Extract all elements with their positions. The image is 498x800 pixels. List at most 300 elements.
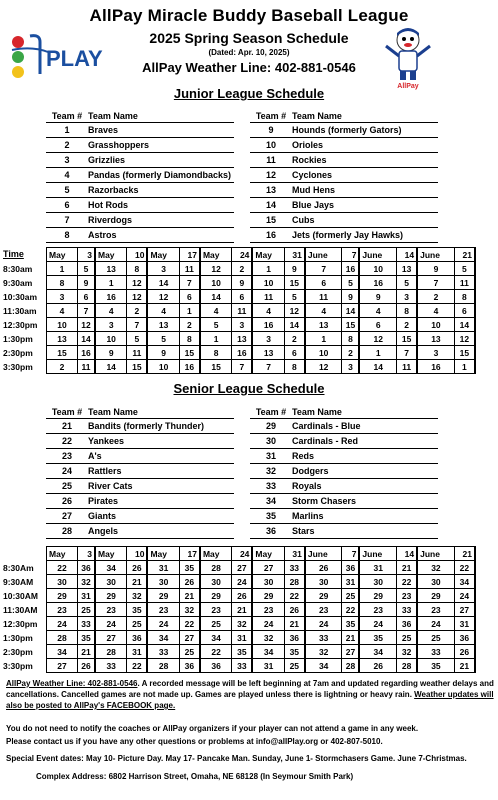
time-label: 2:30pm [3,348,33,359]
team-number-cell: 6 [179,290,200,304]
team-number-cell: 10 [95,332,127,346]
list-item: 25 River Cats [46,479,234,494]
team-number-cell: 12 [147,290,179,304]
team-number-cell: 9 [342,290,359,304]
team-number-cell: 32 [78,575,95,589]
team-number-cell: 32 [232,617,253,631]
time-label: 12:30pm [3,619,38,630]
mascot-logo [380,24,436,92]
list-item: 13 Mud Hens [250,183,438,198]
list-item: 29 Cardinals - Blue [250,419,438,434]
list-item: 12 Cyclones [250,168,438,183]
team-number-cell: 4 [147,304,179,318]
team-number-cell: 22 [200,645,232,659]
team-number-cell: 23 [252,603,284,617]
time-label: 1:30pm [3,334,33,345]
team-number-cell: 2 [397,318,418,332]
senior-schedule-table [46,546,476,673]
team-number-cell: 30 [147,575,179,589]
team-number-cell: 6 [454,304,475,318]
team-number-cell: 29 [200,589,232,603]
team-number-cell: 23 [305,603,342,617]
team-number-cell: 11 [78,360,95,374]
table-row [47,575,476,589]
notify-line-2: Please contact us if you have any other questions or problems at info@allPlay.org or 402-807-5010. [6,737,383,746]
date-day: 31 [284,248,305,262]
team-number-cell: 27 [232,561,253,575]
team-number-cell: 2 [47,360,78,374]
team-number-cell: 9 [417,262,454,276]
team-number-cell: 16 [78,346,95,360]
list-item: 30 Cardinals - Red [250,434,438,449]
date-day: 14 [397,248,418,262]
team-number-cell: 34 [454,575,475,589]
team-number-cell: 15 [454,346,475,360]
team-number-cell: 3 [417,346,454,360]
team-number-cell: 8 [47,276,78,290]
team-number-cell: 29 [417,589,454,603]
team-number-cell: 21 [284,617,305,631]
team-number-cell: 21 [342,631,359,645]
team-number-cell: 22 [47,561,78,575]
list-item: 28 Angels [46,524,234,539]
team-number-cell: 13 [397,262,418,276]
team-number-cell: 8 [397,304,418,318]
team-number-cell: 22 [127,659,148,673]
team-number-cell: 13 [47,332,78,346]
team-number-cell: 10 [252,276,284,290]
team-number-cell: 12 [78,318,95,332]
team-number-cell: 4 [200,304,232,318]
team-number-cell: 31 [147,561,179,575]
team-number-cell: 29 [47,589,78,603]
junior-team-list-right: Team # Team Name 9 Hounds (formerly Gators) 10 Orioles 11 Rockies 12 Cyclones 13 Mud Hens 14 Blue Jays 15 Cubs 16 Jets (formerly Jay Hawks) [250,108,438,243]
team-number-cell: 26 [454,645,475,659]
date-month: May [200,248,232,262]
date-month: June [417,248,454,262]
team-number-cell: 5 [127,332,148,346]
team-number-cell: 30 [252,575,284,589]
team-number-cell: 2 [417,290,454,304]
team-number-cell: 28 [284,575,305,589]
date-day: 3 [78,547,95,561]
date-day: 24 [232,248,253,262]
special-events: Special Event dates: May 10- Picture Day. May 17- Pancake Man. Sunday, June 1- Stormchasers Game. June 7-Christmas. [6,754,467,763]
time-label: 12:30pm [3,320,38,331]
team-number-cell: 26 [179,575,200,589]
list-item: 8 Astros [46,228,234,243]
team-number-cell: 36 [127,631,148,645]
table-row [47,290,476,304]
team-number-cell: 7 [179,276,200,290]
team-number-cell: 13 [252,346,284,360]
team-number-cell: 36 [284,631,305,645]
complex-address: Complex Address: 6802 Harrison Street, Omaha, NE 68128 (In Seymour Smith Park) [36,772,354,781]
team-number-cell: 33 [284,561,305,575]
team-number-cell: 3 [147,262,179,276]
team-number-cell: 3 [95,318,127,332]
team-number-cell: 6 [78,290,95,304]
team-number-cell: 4 [359,304,396,318]
team-number-cell: 23 [359,603,396,617]
team-number-cell: 15 [397,332,418,346]
team-number-cell: 11 [179,262,200,276]
list-item: 15 Cubs [250,213,438,228]
team-number-cell: 21 [397,561,418,575]
team-number-cell: 3 [232,318,253,332]
team-number-cell: 34 [95,561,127,575]
table-row [47,631,476,645]
team-number-cell: 1 [47,262,78,276]
team-number-cell: 30 [417,575,454,589]
team-number-cell: 25 [284,659,305,673]
table-row [47,276,476,290]
team-number-cell: 11 [127,346,148,360]
team-number-cell: 26 [127,561,148,575]
team-number-cell: 25 [127,617,148,631]
team-number-cell: 27 [454,603,475,617]
team-number-cell: 10 [359,262,396,276]
team-number-cell: 5 [147,332,179,346]
team-number-cell: 21 [78,645,95,659]
team-number-cell: 28 [147,659,179,673]
team-number-cell: 11 [454,276,475,290]
weather-line: AllPay Weather Line: 402-881-0546 [142,60,356,75]
team-number-cell: 25 [200,617,232,631]
team-number-cell: 1 [359,346,396,360]
team-number-cell: 35 [284,645,305,659]
junior-schedule-table [46,247,476,374]
weather-notice-label: AllPay Weather Line: 402-881-0546 [6,679,138,688]
date-day: 24 [232,547,253,561]
team-number-cell: 32 [179,603,200,617]
team-number-cell: 16 [359,276,396,290]
team-number-cell: 32 [252,631,284,645]
date-day: 21 [454,248,475,262]
time-label: 10:30AM [3,591,38,602]
table-row [47,304,476,318]
team-number-cell: 15 [179,346,200,360]
senior-team-list-left: Team # Team Name 21 Bandits (formerly Thunder) 22 Yankees 23 A's 24 Rattlers 25 River Cats 26 Pirates 27 Giants 28 Angels [46,404,234,539]
team-number-cell: 14 [78,332,95,346]
team-number-cell: 12 [200,262,232,276]
table-row [47,561,476,575]
list-item: 21 Bandits (formerly Thunder) [46,419,234,434]
time-label: 11:30am [3,306,37,317]
team-number-cell: 15 [284,276,305,290]
list-item: 33 Royals [250,479,438,494]
team-number-cell: 7 [305,262,342,276]
team-number-cell: 9 [147,346,179,360]
team-number-cell: 7 [127,318,148,332]
team-number-cell: 29 [252,589,284,603]
table-row [47,659,476,673]
team-number-cell: 8 [127,262,148,276]
team-number-cell: 1 [200,332,232,346]
list-item: 26 Pirates [46,494,234,509]
team-number-cell: 2 [284,332,305,346]
team-number-cell: 4 [305,304,342,318]
list-item: 11 Rockies [250,153,438,168]
list-item: 3 Grizzlies [46,153,234,168]
team-number-cell: 3 [342,360,359,374]
team-number-cell: 24 [47,617,78,631]
table-row [47,603,476,617]
weather-notice-text: . A recorded message will be left beginning at 7am and updated regarding weather delays and cancellations. Cancelled games are not made up. Games are played unless there is lightning or heavy rain. [6,679,494,699]
team-number-cell: 11 [252,290,284,304]
team-number-cell: 12 [127,276,148,290]
time-label: 8:30Am [3,563,34,573]
team-number-cell: 8 [284,360,305,374]
team-number-cell: 33 [147,645,179,659]
team-number-cell: 30 [305,575,342,589]
team-number-cell: 36 [200,659,232,673]
team-number-cell: 1 [454,360,475,374]
team-number-cell: 9 [284,262,305,276]
team-number-cell: 13 [95,262,127,276]
team-number-cell: 35 [179,561,200,575]
time-label: 9:30AM [3,577,34,588]
team-number-cell: 22 [454,561,475,575]
mascot-caption: AllPay [397,83,419,90]
time-label: 2:30pm [3,647,33,658]
team-number-cell: 29 [305,589,342,603]
facebook-notice: Weather updates will also be posted to AllPay's FACEBOOK page. [6,690,494,710]
team-number-cell: 28 [342,659,359,673]
team-number-cell: 13 [147,318,179,332]
team-number-cell: 3 [397,290,418,304]
list-item: 36 Stars [250,524,438,539]
list-item: 16 Jets (formerly Jay Hawks) [250,228,438,243]
team-number-cell: 16 [179,360,200,374]
team-number-cell: 36 [342,561,359,575]
team-number-cell: 16 [252,318,284,332]
list-item: 10 Orioles [250,138,438,153]
team-number-cell: 25 [179,645,200,659]
team-number-cell: 36 [454,631,475,645]
date-day: 10 [127,547,148,561]
team-number-cell: 35 [417,659,454,673]
senior-time-column [3,561,38,673]
table-row [47,318,476,332]
team-number-cell: 35 [78,631,95,645]
team-number-cell: 25 [417,631,454,645]
senior-league-heading: Senior League Schedule [173,381,325,396]
date-month: May [47,547,78,561]
team-number-cell: 4 [252,304,284,318]
list-item: 31 Reds [250,449,438,464]
team-number-cell: 12 [127,290,148,304]
team-number-cell: 5 [78,262,95,276]
date-header-row [47,248,476,262]
date-month: May [47,248,78,262]
team-number-cell: 34 [47,645,78,659]
list-item: 23 A's [46,449,234,464]
team-number-cell: 9 [232,276,253,290]
date-month: June [417,547,454,561]
date-day: 7 [342,547,359,561]
team-number-cell: 31 [232,631,253,645]
team-number-cell: 27 [95,631,127,645]
team-number-cell: 1 [179,304,200,318]
team-number-cell: 8 [200,346,232,360]
list-item: 7 Riverdogs [46,213,234,228]
team-number-cell: 26 [359,659,396,673]
team-number-cell: 32 [127,589,148,603]
team-number-cell: 34 [252,645,284,659]
team-number-cell: 33 [78,617,95,631]
col-team-number: Team # [51,111,83,121]
team-number-cell: 35 [359,631,396,645]
date-day: 17 [179,547,200,561]
table-row [47,589,476,603]
team-number-cell: 2 [342,346,359,360]
team-number-cell: 21 [454,659,475,673]
list-item: 32 Dodgers [250,464,438,479]
team-number-cell: 12 [284,304,305,318]
team-number-cell: 28 [200,561,232,575]
weather-notice [6,678,494,711]
team-number-cell: 33 [417,645,454,659]
list-item: 24 Rattlers [46,464,234,479]
team-number-cell: 24 [232,575,253,589]
team-number-cell: 15 [127,360,148,374]
team-number-cell: 10 [47,318,78,332]
time-label: 9:30am [3,278,33,289]
team-number-cell: 5 [342,276,359,290]
team-number-cell: 22 [397,575,418,589]
team-number-cell: 33 [305,631,342,645]
team-number-cell: 13 [417,332,454,346]
date-day: 21 [454,547,475,561]
team-number-cell: 33 [232,659,253,673]
senior-team-list-right: Team # Team Name 29 Cardinals - Blue 30 Cardinals - Red 31 Reds 32 Dodgers 33 Royals 34 Storm Chasers 35 Marlins 36 Stars [250,404,438,539]
team-number-cell: 14 [200,290,232,304]
list-item: 6 Hot Rods [46,198,234,213]
team-number-cell: 7 [417,276,454,290]
team-number-cell: 8 [179,332,200,346]
list-item: 34 Storm Chasers [250,494,438,509]
team-number-cell: 30 [95,575,127,589]
date-month: May [200,547,232,561]
list-item: 5 Razorbacks [46,183,234,198]
team-number-cell: 1 [305,332,342,346]
team-number-cell: 26 [305,561,342,575]
date-month: May [95,248,127,262]
team-number-cell: 2 [179,318,200,332]
team-number-cell: 11 [305,290,342,304]
team-number-cell: 24 [417,617,454,631]
team-number-cell: 16 [417,360,454,374]
team-number-cell: 12 [454,332,475,346]
list-item: 35 Marlins [250,509,438,524]
team-number-cell: 8 [454,290,475,304]
table-row [47,360,476,374]
team-number-cell: 30 [200,575,232,589]
team-number-cell: 5 [284,290,305,304]
team-number-cell: 24 [95,617,127,631]
team-number-cell: 4 [47,304,78,318]
team-number-cell: 30 [47,575,78,589]
team-number-cell: 32 [397,645,418,659]
time-label: 10:30am [3,292,38,303]
team-number-cell: 26 [78,659,95,673]
list-item: 14 Blue Jays [250,198,438,213]
date-month: June [359,248,396,262]
team-number-cell: 21 [127,575,148,589]
team-number-cell: 21 [232,603,253,617]
team-number-cell: 31 [342,575,359,589]
team-number-cell: 28 [397,659,418,673]
list-item: 1 Braves [46,123,234,138]
team-number-cell: 7 [232,360,253,374]
list-item: 22 Yankees [46,434,234,449]
team-number-cell: 25 [342,589,359,603]
team-number-cell: 14 [359,360,396,374]
time-label: 3:30pm [3,362,33,373]
junior-team-list-left [46,108,234,243]
team-number-cell: 25 [397,631,418,645]
team-number-cell: 6 [359,318,396,332]
team-number-cell: 13 [232,332,253,346]
time-label: 8:30am [3,264,33,274]
date-month: May [252,547,284,561]
team-number-cell: 16 [342,262,359,276]
time-label: 1:30pm [3,633,33,644]
date-day: 31 [284,547,305,561]
team-number-cell: 31 [252,659,284,673]
table-row [47,262,476,276]
team-number-cell: 36 [78,561,95,575]
team-number-cell: 36 [397,617,418,631]
team-number-cell: 28 [47,631,78,645]
team-number-cell: 14 [95,360,127,374]
date-day: 3 [78,248,95,262]
team-number-cell: 27 [47,659,78,673]
team-number-cell: 1 [252,262,284,276]
team-number-cell: 22 [342,603,359,617]
team-number-cell: 9 [78,276,95,290]
team-number-cell: 12 [359,332,396,346]
team-number-cell: 6 [284,346,305,360]
team-number-cell: 10 [200,276,232,290]
team-number-cell: 13 [305,318,342,332]
list-item: 2 Grasshoppers [46,138,234,153]
team-number-cell: 1 [95,276,127,290]
team-number-cell: 36 [179,659,200,673]
team-number-cell: 7 [252,360,284,374]
list-item: 9 Hounds (formerly Gators) [250,123,438,138]
team-number-cell: 15 [342,318,359,332]
list-item: 27 Giants [46,509,234,524]
team-number-cell: 31 [78,589,95,603]
table-row [47,645,476,659]
time-label: 3:30pm [3,661,33,672]
team-number-cell: 30 [359,575,396,589]
team-number-cell: 22 [179,617,200,631]
team-number-cell: 14 [284,318,305,332]
logo-text: PLAY [46,46,103,71]
team-number-cell: 23 [47,603,78,617]
team-number-cell: 15 [200,360,232,374]
team-number-cell: 33 [95,659,127,673]
date-month: June [305,547,342,561]
team-number-cell: 7 [78,304,95,318]
team-number-cell: 31 [454,617,475,631]
date-day: 14 [397,547,418,561]
team-number-cell: 31 [359,561,396,575]
team-number-cell: 12 [305,360,342,374]
